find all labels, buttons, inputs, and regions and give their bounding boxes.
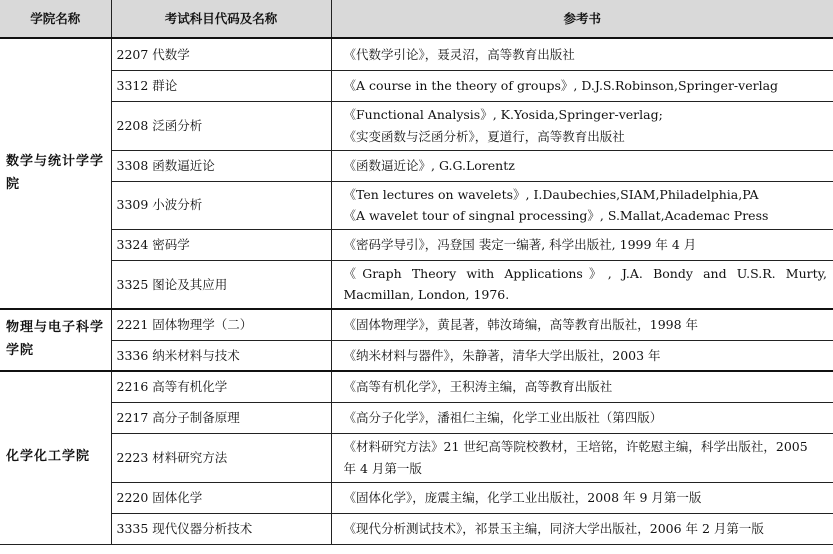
book-cell [331,260,833,309]
course-cell: 3312 群论 [111,70,331,101]
book-line: Macmillan, London, 1976. [343,287,510,303]
book-line: 《Graph Theory with Applications》, J.A. Bondy and U.S.R. Murty, [343,266,827,281]
table-row [0,38,833,70]
book-cell [331,229,833,260]
table-row [0,482,833,513]
table-row [0,101,833,150]
book-line: 《密码学导引》，冯登国 裴定一编著, 科学出版社, 1999 年 4 月 [343,236,697,252]
course-cell: 2217 高分子制备原理 [111,402,331,433]
book-line: 《纳米材料与器件》，朱静著，清华大学出版社，2003 年 [343,347,661,363]
header-book: 参考书 [331,0,833,38]
header-school: 学院名称 [0,0,111,38]
book-cell [331,38,833,70]
course-cell: 2221 固体物理学（二） [111,309,331,340]
course-cell: 3309 小波分析 [111,181,331,229]
course-cell: 2216 高等有机化学 [111,371,331,402]
book-cell [331,513,833,544]
book-line: 《函数逼近论》, G.G.Lorentz [343,157,515,173]
table-row [0,371,833,402]
book-line: 年 4 月第一版 [343,460,422,476]
table-row [0,340,833,371]
book-line: 《代数学引论》，聂灵沼，高等教育出版社 [343,46,575,62]
course-cell: 3336 纳米材料与技术 [111,340,331,371]
book-line: 《A course in the theory of groups》, D.J.S.Robinson,Springer-verlag [343,77,779,93]
course-cell: 2223 材料研究方法 [111,433,331,482]
book-cell [331,402,833,433]
table-row [0,229,833,260]
book-cell [331,101,833,150]
table-row [0,181,833,229]
book-cell [331,340,833,371]
book-line: 《Ten lectures on wavelets》, I.Daubechies,SIAM,Philadelphia,PA [343,186,759,202]
course-cell: 3335 现代仪器分析技术 [111,513,331,544]
school-name-chemistry: 化学化工学院 [0,371,111,544]
course-cell: 2220 固体化学 [111,482,331,513]
book-cell [331,181,833,229]
book-line: 《高等有机化学》，王积涛主编，高等教育出版社 [343,379,613,395]
book-line: 《材料研究方法》21 世纪高等院校教材，王培铭，许乾慰主编，科学出版社，2005 [343,439,808,455]
table-header-row [0,0,833,38]
book-cell [331,309,833,340]
book-cell [331,70,833,101]
book-cell [331,150,833,181]
table-row [0,70,833,101]
book-line: 《A wavelet tour of singnal processing》, S.Mallat,Academac Press [343,208,769,223]
book-cell [331,482,833,513]
course-cell: 3324 密码学 [111,229,331,260]
course-cell: 2208 泛函分析 [111,101,331,150]
school-name-physics: 物理与电子科学学院 [0,309,111,371]
school-name-math: 数学与统计学学院 [0,38,111,309]
table-row [0,513,833,544]
book-cell [331,371,833,402]
course-cell: 2207 代数学 [111,38,331,70]
book-line: 《Functional Analysis》, K.Yosida,Springer-verlag; [343,107,663,123]
header-course: 考试科目代码及名称 [111,0,331,38]
book-cell [331,433,833,482]
table-row [0,309,833,340]
book-line: 《高分子化学》，潘祖仁主编，化学工业出版社（第四版） [343,409,663,425]
table-row [0,150,833,181]
table-row [0,260,833,309]
book-line: 《固体物理学》，黄昆著，韩汝琦编，高等教育出版社，1998 年 [343,317,699,333]
table-row [0,402,833,433]
book-line: 《固体化学》，庞震主编，化学工业出版社，2008 年 9 月第一版 [343,489,702,505]
table-row [0,433,833,482]
course-cell: 3325 图论及其应用 [111,260,331,309]
course-cell: 3308 函数逼近论 [111,150,331,181]
book-line: 《实变函数与泛函分析》，夏道行，高等教育出版社 [343,128,625,144]
book-line: 《现代分析测试技术》，祁景玉主编，同济大学出版社，2006 年 2 月第一版 [343,520,764,536]
